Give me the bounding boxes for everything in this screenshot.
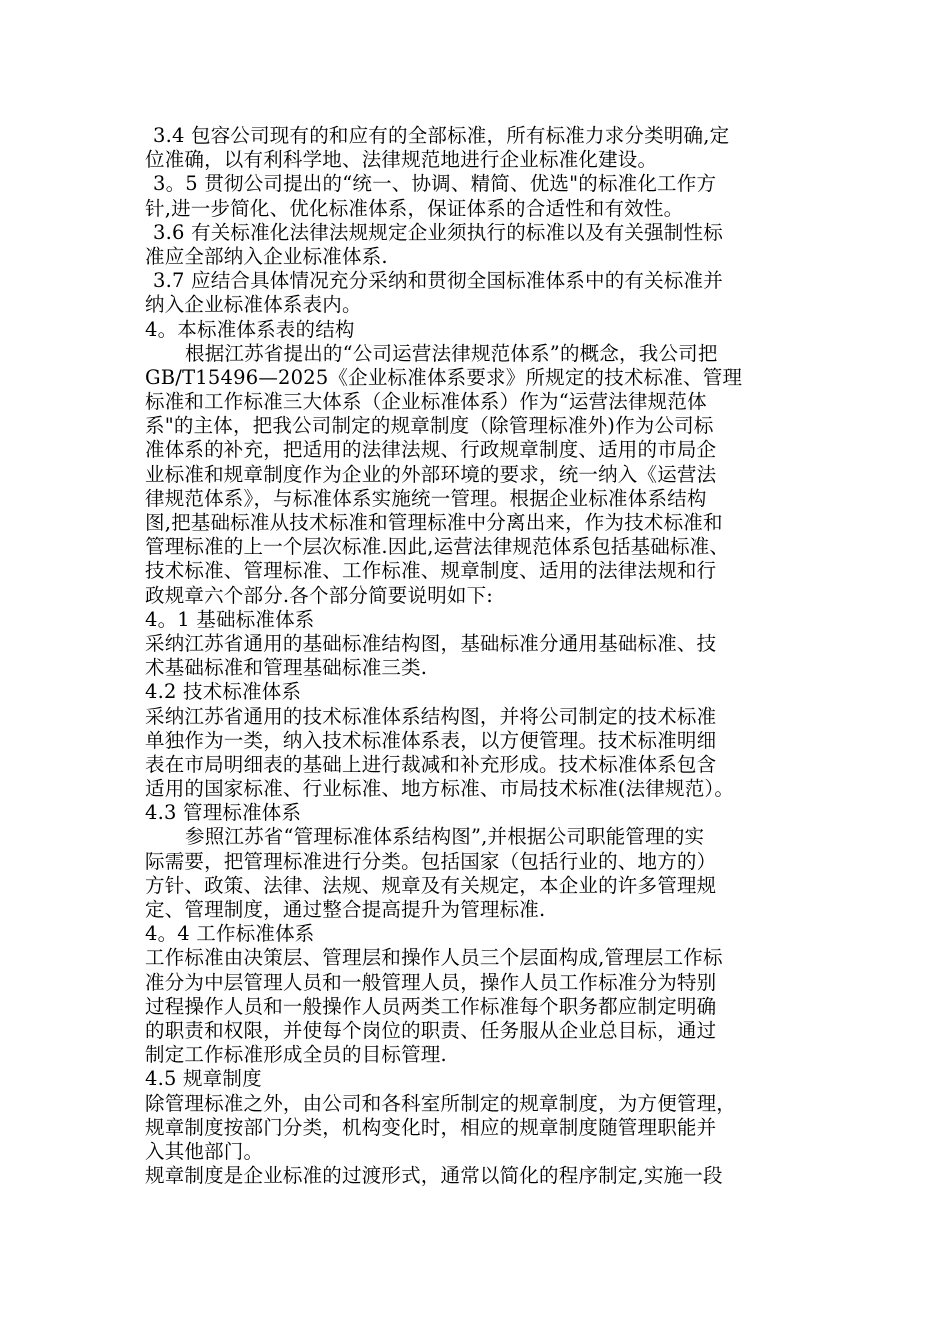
text-line: 位准确，以有利科学地、法律规范地进行企业标准化建设。 — [145, 148, 658, 172]
text-line: 制定工作标准形成全员的目标管理. — [145, 1043, 447, 1067]
text-line: 纳入企业标准体系表内。 — [145, 293, 362, 317]
text-line: 的职责和权限，并使每个岗位的职责、任务服从企业总目标，通过 — [145, 1018, 717, 1042]
text-line: 准体系的补充，把适用的法律法规、行政规章制度、适用的市局企 — [145, 438, 717, 462]
text-line: 4。1 基础标准体系 — [145, 607, 315, 631]
text-line: 3.4 包容公司现有的和应有的全部标准，所有标准力求分类明确,定 — [153, 124, 730, 147]
text-line: 律规范体系》，与标准体系实施统一管理。根据企业标准体系结构 — [145, 486, 707, 510]
text-line: 4.2 技术标准体系 — [145, 680, 302, 704]
document-page — [145, 124, 815, 1188]
text-line: 标准和工作标准三大体系（企业标准体系）作为“运营法律规范体 — [145, 390, 707, 414]
text-line: 规章制度是企业标准的过渡形式，通常以简化的程序制定,实施一段 — [145, 1164, 723, 1188]
text-line: 4。本标准体系表的结构 — [145, 317, 355, 341]
text-line: 过程操作人员和一般操作人员两类工作标准每个职务都应制定明确 — [145, 994, 717, 1018]
text-line: 4。4 工作标准体系 — [145, 922, 315, 946]
text-line: 参照江苏省“管理标准体系结构图”,并根据公司职能管理的实 — [185, 825, 705, 849]
text-line: 准应全部纳入企业标准体系. — [145, 244, 388, 268]
text-line: 3.7 应结合具体情况充分采纳和贯彻全国标准体系中的有关标准并 — [153, 269, 723, 293]
text-line: 方针、政策、法律、法规、规章及有关规定，本企业的许多管理规 — [145, 873, 717, 897]
text-line: 表在市局明细表的基础上进行裁减和补充形成。技术标准体系包含 — [145, 752, 717, 776]
text-line: 工作标准由决策层、管理层和操作人员三个层面构成,管理层工作标 — [145, 946, 723, 970]
text-line: 技术标准、管理标准、工作标准、规章制度、适用的法律法规和行 — [145, 559, 717, 583]
text-line: 4.5 规章制度 — [145, 1067, 262, 1091]
text-line: 3.6 有关标准化法律法规规定企业须执行的标准以及有关强制性标 — [153, 220, 723, 244]
text-line: 际需要，把管理标准进行分类。包括国家（包括行业的、地方的） — [145, 849, 717, 873]
text-line: 政规章六个部分.各个部分简要说明如下: — [145, 583, 494, 607]
text-line: 系"的主体，把我公司制定的规章制度（除管理标准外)作为公司标 — [145, 414, 714, 438]
text-line: 采纳江苏省通用的基础标准结构图，基础标准分通用基础标准、技 — [145, 631, 717, 655]
text-line: 业标准和规章制度作为企业的外部环境的要求，统一纳入《运营法 — [145, 462, 717, 486]
text-line: 图,把基础标准从技术标准和管理标准中分离出来，作为技术标准和 — [145, 511, 723, 534]
text-line: 定、管理制度，通过整合提高提升为管理标准. — [145, 898, 546, 921]
text-line: 针,进一步简化、优化标准体系，保证体系的合适性和有效性。 — [145, 196, 684, 220]
text-line: 4.3 管理标准体系 — [145, 801, 302, 825]
text-line: GB/T15496—2025《企业标准体系要求》所规定的技术标准、管理 — [145, 365, 743, 389]
text-line: 术基础标准和管理基础标准三类. — [145, 656, 428, 680]
text-line: 根据江苏省提出的“公司运营法律规范体系”的概念，我公司把 — [185, 341, 718, 365]
text-line: 除管理标准之外，由公司和各科室所制定的规章制度，为方便管理， — [145, 1091, 737, 1115]
text-line: 单独作为一类，纳入技术标准体系表，以方便管理。技术标准明细 — [145, 728, 717, 752]
text-line: 准分为中层管理人员和一般管理人员，操作人员工作标准分为特别 — [145, 970, 717, 994]
text-line: 入其他部门。 — [145, 1139, 264, 1163]
text-line: 3。5 贯彻公司提出的“统一、协调、精简、优选"的标准化工作方 — [153, 172, 717, 196]
text-line: 规章制度按部门分类，机构变化时，相应的规章制度随管理职能并 — [145, 1115, 717, 1139]
text-line: 采纳江苏省通用的技术标准体系结构图，并将公司制定的技术标准 — [145, 704, 717, 728]
text-line: 适用的国家标准、行业标准、地方标准、市局技术标准(法律规范）。 — [145, 777, 735, 801]
text-line: 管理标准的上一个层次标准.因此,运营法律规范体系包括基础标准、 — [145, 535, 730, 559]
